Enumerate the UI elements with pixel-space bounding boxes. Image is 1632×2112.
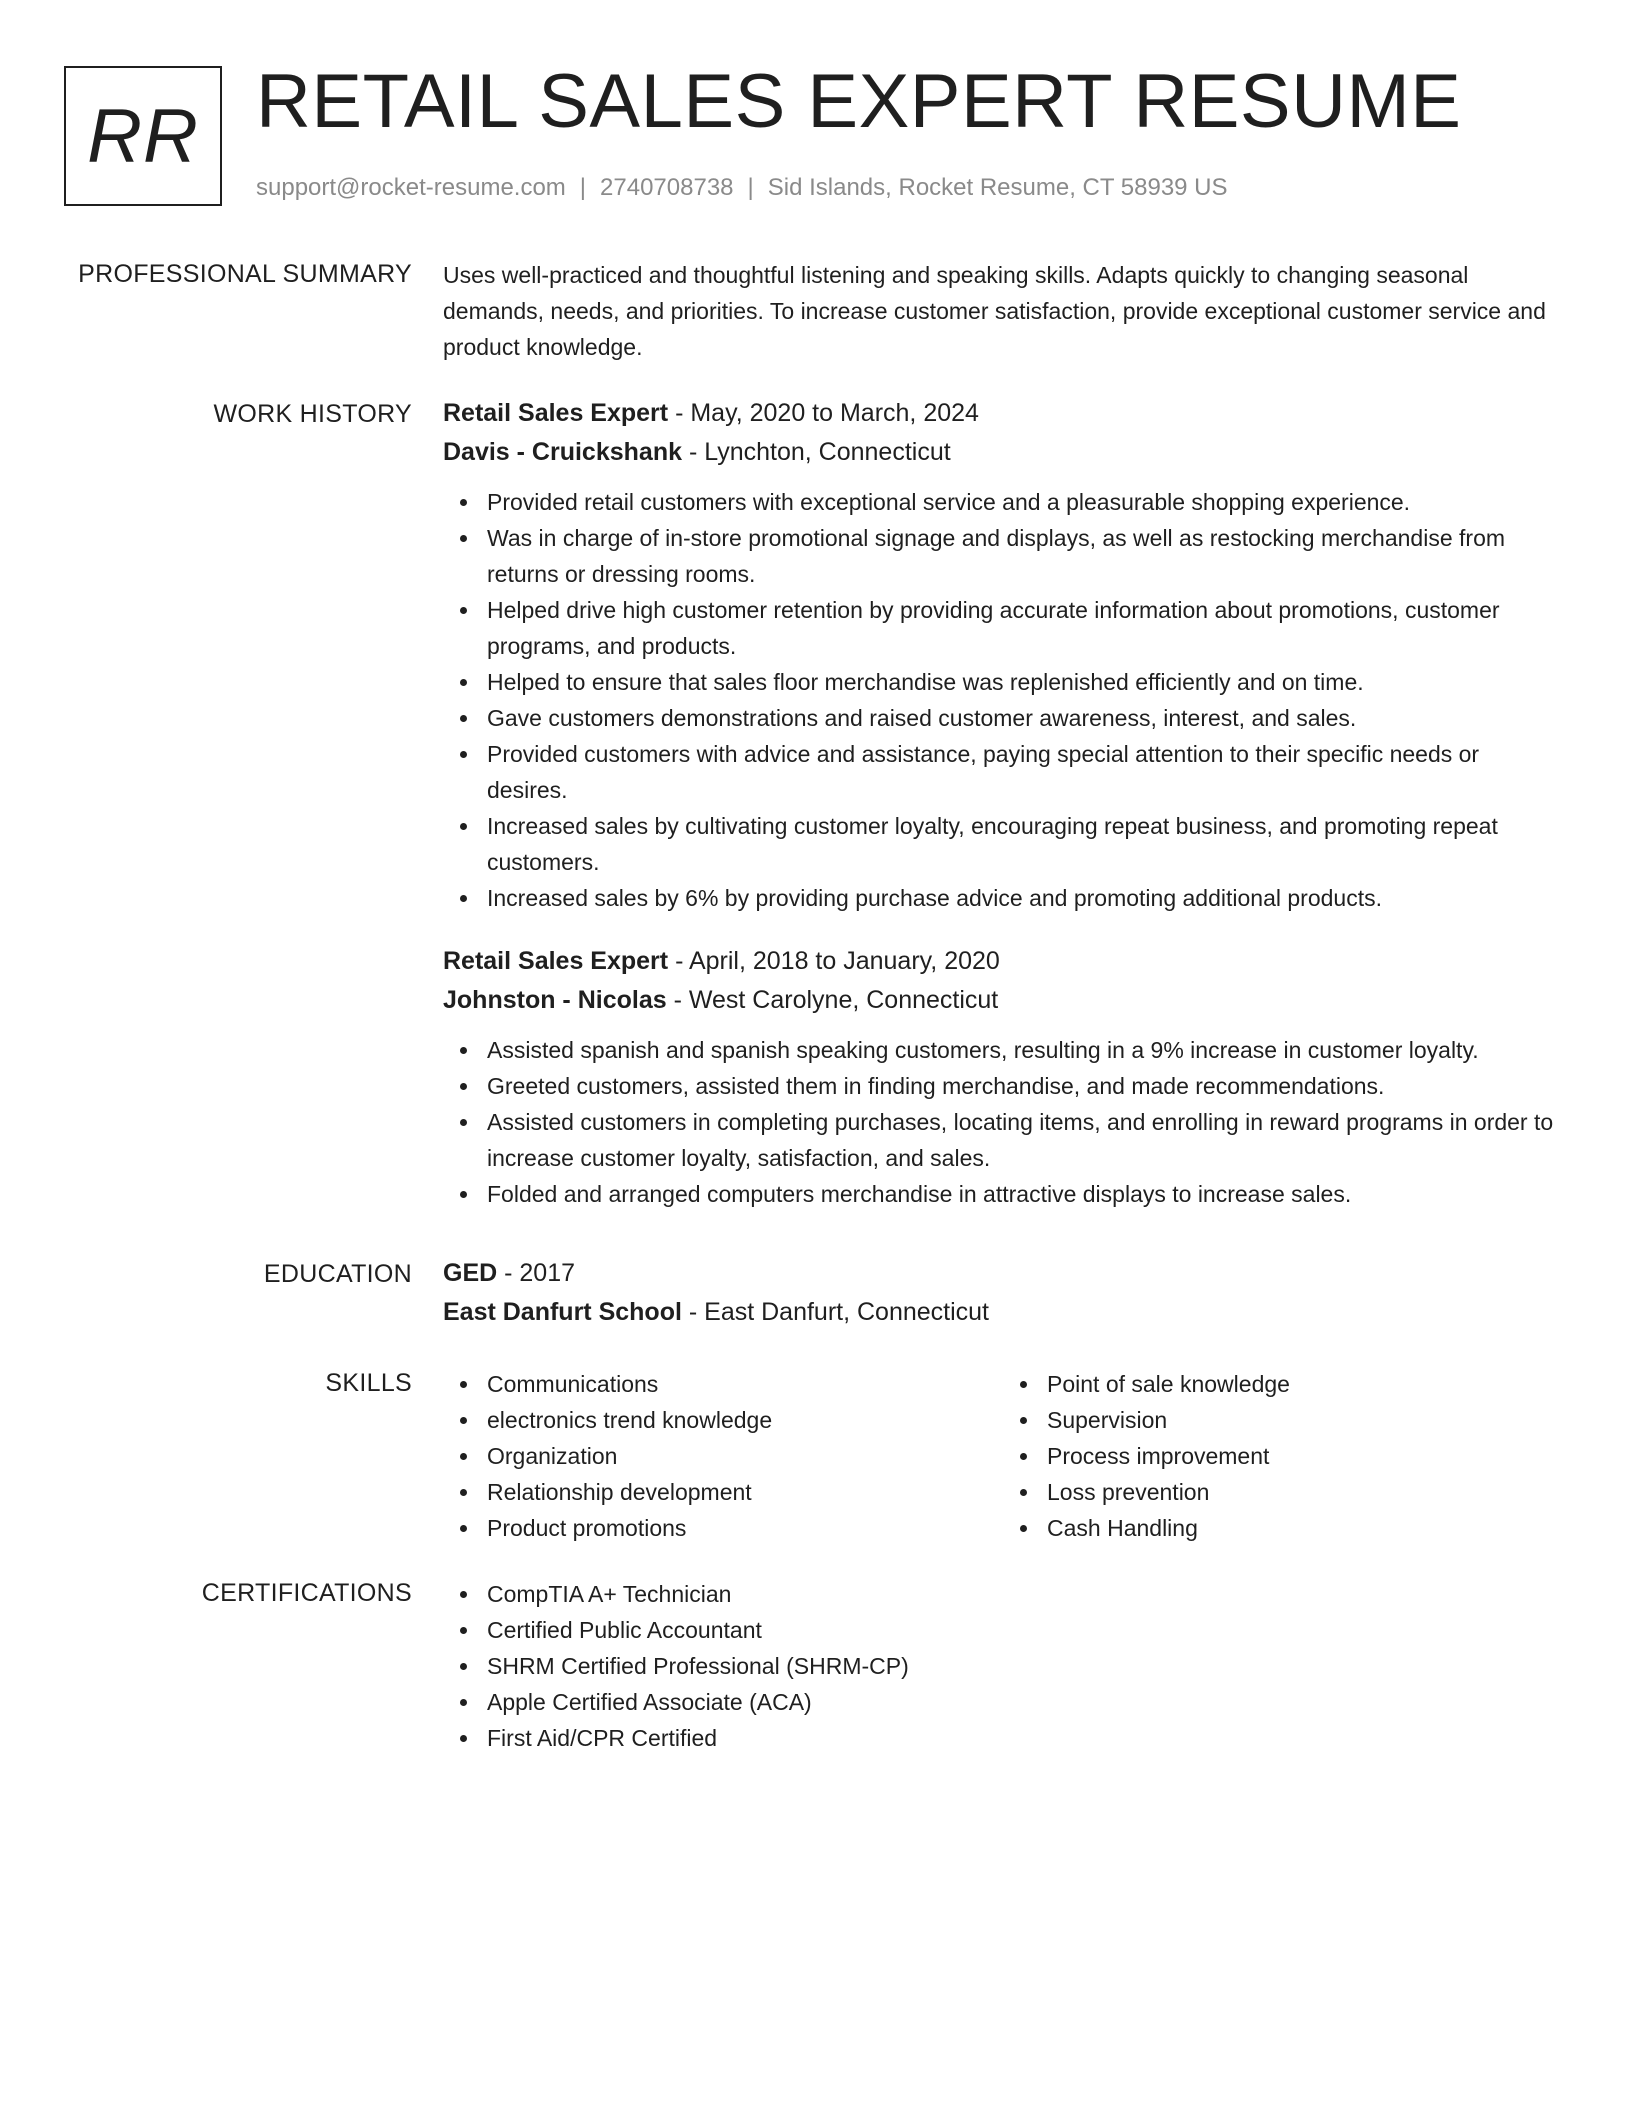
job-location: - West Carolyne, Connecticut [666, 986, 999, 1014]
list-item: First Aid/CPR Certified [487, 1720, 1563, 1756]
summary-text: Uses well-practiced and thoughtful listening and speaking skills. Adapts quickly to changing seasonal demands, needs, and priorities. To increase customer satisfaction, provide exceptional customer service and product knowledge. [443, 262, 1546, 360]
skills-list-left [443, 1366, 1003, 1546]
list-item: electronics trend knowledge [487, 1402, 1003, 1438]
contact-email[interactable]: support@rocket-resume.com [256, 174, 566, 201]
job-title-line [443, 942, 1563, 981]
list-item: Certified Public Accountant [487, 1612, 1563, 1648]
list-item: Provided retail customers with exceptional service and a pleasurable shopping experience. [487, 484, 1563, 520]
list-item: Cash Handling [1047, 1510, 1563, 1546]
summary-heading: PROFESSIONAL SUMMARY [78, 260, 412, 288]
contact-separator: | [579, 174, 587, 201]
degree: GED [443, 1259, 498, 1287]
summary-section [443, 257, 1563, 365]
list-item: Communications [487, 1366, 1003, 1402]
list-item: SHRM Certified Professional (SHRM-CP) [487, 1648, 1563, 1684]
list-item: Organization [487, 1438, 1003, 1474]
list-item: Point of sale knowledge [1047, 1366, 1563, 1402]
contact-address: Sid Islands, Rocket Resume, CT 58939 US [767, 174, 1228, 201]
contact-separator: | [747, 174, 754, 201]
certifications-heading: CERTIFICATIONS [201, 1579, 412, 1607]
job-title-line [443, 394, 1563, 433]
job-location: - Lynchton, Connecticut [682, 438, 951, 466]
education-heading: EDUCATION [263, 1260, 412, 1288]
job-dates: - May, 2020 to March, 2024 [668, 399, 979, 427]
list-item: Increased sales by 6% by providing purchase advice and promoting additional products. [487, 880, 1563, 916]
skills-section [443, 1366, 1563, 1546]
list-item: Loss prevention [1047, 1474, 1563, 1510]
list-item: Assisted spanish and spanish speaking customers, resulting in a 9% increase in customer loyalty. [487, 1032, 1563, 1068]
school-name: East Danfurt School [443, 1298, 682, 1326]
job-entry [443, 394, 1563, 916]
list-item: Helped drive high customer retention by providing accurate information about promotions, customer programs, and products. [487, 592, 1563, 664]
job-duties-list [443, 1032, 1563, 1212]
work-history-section [443, 394, 1563, 1212]
contact-phone[interactable]: 2740708738 [600, 174, 734, 201]
job-dates: - April, 2018 to January, 2020 [668, 947, 1000, 975]
education-section [443, 1254, 1563, 1332]
job-duties-list [443, 484, 1563, 916]
work-history-heading: WORK HISTORY [213, 400, 412, 428]
list-item: Helped to ensure that sales floor merchandise was replenished efficiently and on time. [487, 664, 1563, 700]
resume-title: RETAIL SALES EXPERT RESUME [256, 59, 1462, 144]
list-item: CompTIA A+ Technician [487, 1576, 1563, 1612]
certifications-section [443, 1576, 1563, 1756]
list-item: Relationship development [487, 1474, 1003, 1510]
list-item: Product promotions [487, 1510, 1003, 1546]
list-item: Greeted customers, assisted them in finding merchandise, and made recommendations. [487, 1068, 1563, 1104]
list-item: Process improvement [1047, 1438, 1563, 1474]
list-item: Provided customers with advice and assistance, paying special attention to their specific needs or desires. [487, 736, 1563, 808]
list-item: Was in charge of in-store promotional signage and displays, as well as restocking merchandise from returns or dressing rooms. [487, 520, 1563, 592]
job-title: Retail Sales Expert [443, 399, 669, 427]
job-company-line [443, 981, 1563, 1020]
job-title: Retail Sales Expert [443, 947, 669, 975]
contact-line [256, 172, 1228, 204]
list-item: Supervision [1047, 1402, 1563, 1438]
skills-list-right [1003, 1366, 1563, 1546]
graduation-year: - 2017 [497, 1259, 576, 1287]
job-company: Davis - Cruickshank [443, 438, 682, 466]
list-item: Apple Certified Associate (ACA) [487, 1684, 1563, 1720]
list-item: Assisted customers in completing purchases, locating items, and enrolling in reward programs in order to increase customer loyalty, satisfaction, and sales. [487, 1104, 1563, 1176]
list-item: Gave customers demonstrations and raised customer awareness, interest, and sales. [487, 700, 1563, 736]
certifications-list [443, 1576, 1563, 1756]
job-entry [443, 942, 1563, 1212]
job-company: Johnston - Nicolas [443, 986, 667, 1014]
school-line [443, 1293, 1563, 1332]
list-item: Folded and arranged computers merchandise in attractive displays to increase sales. [487, 1176, 1563, 1212]
monogram-logo: RR [64, 66, 222, 206]
skills-heading: SKILLS [325, 1369, 412, 1397]
school-location: - East Danfurt, Connecticut [681, 1298, 990, 1326]
list-item: Increased sales by cultivating customer loyalty, encouraging repeat business, and promoting repeat customers. [487, 808, 1563, 880]
skills-columns [443, 1366, 1563, 1546]
job-company-line [443, 433, 1563, 472]
degree-line [443, 1254, 1563, 1293]
